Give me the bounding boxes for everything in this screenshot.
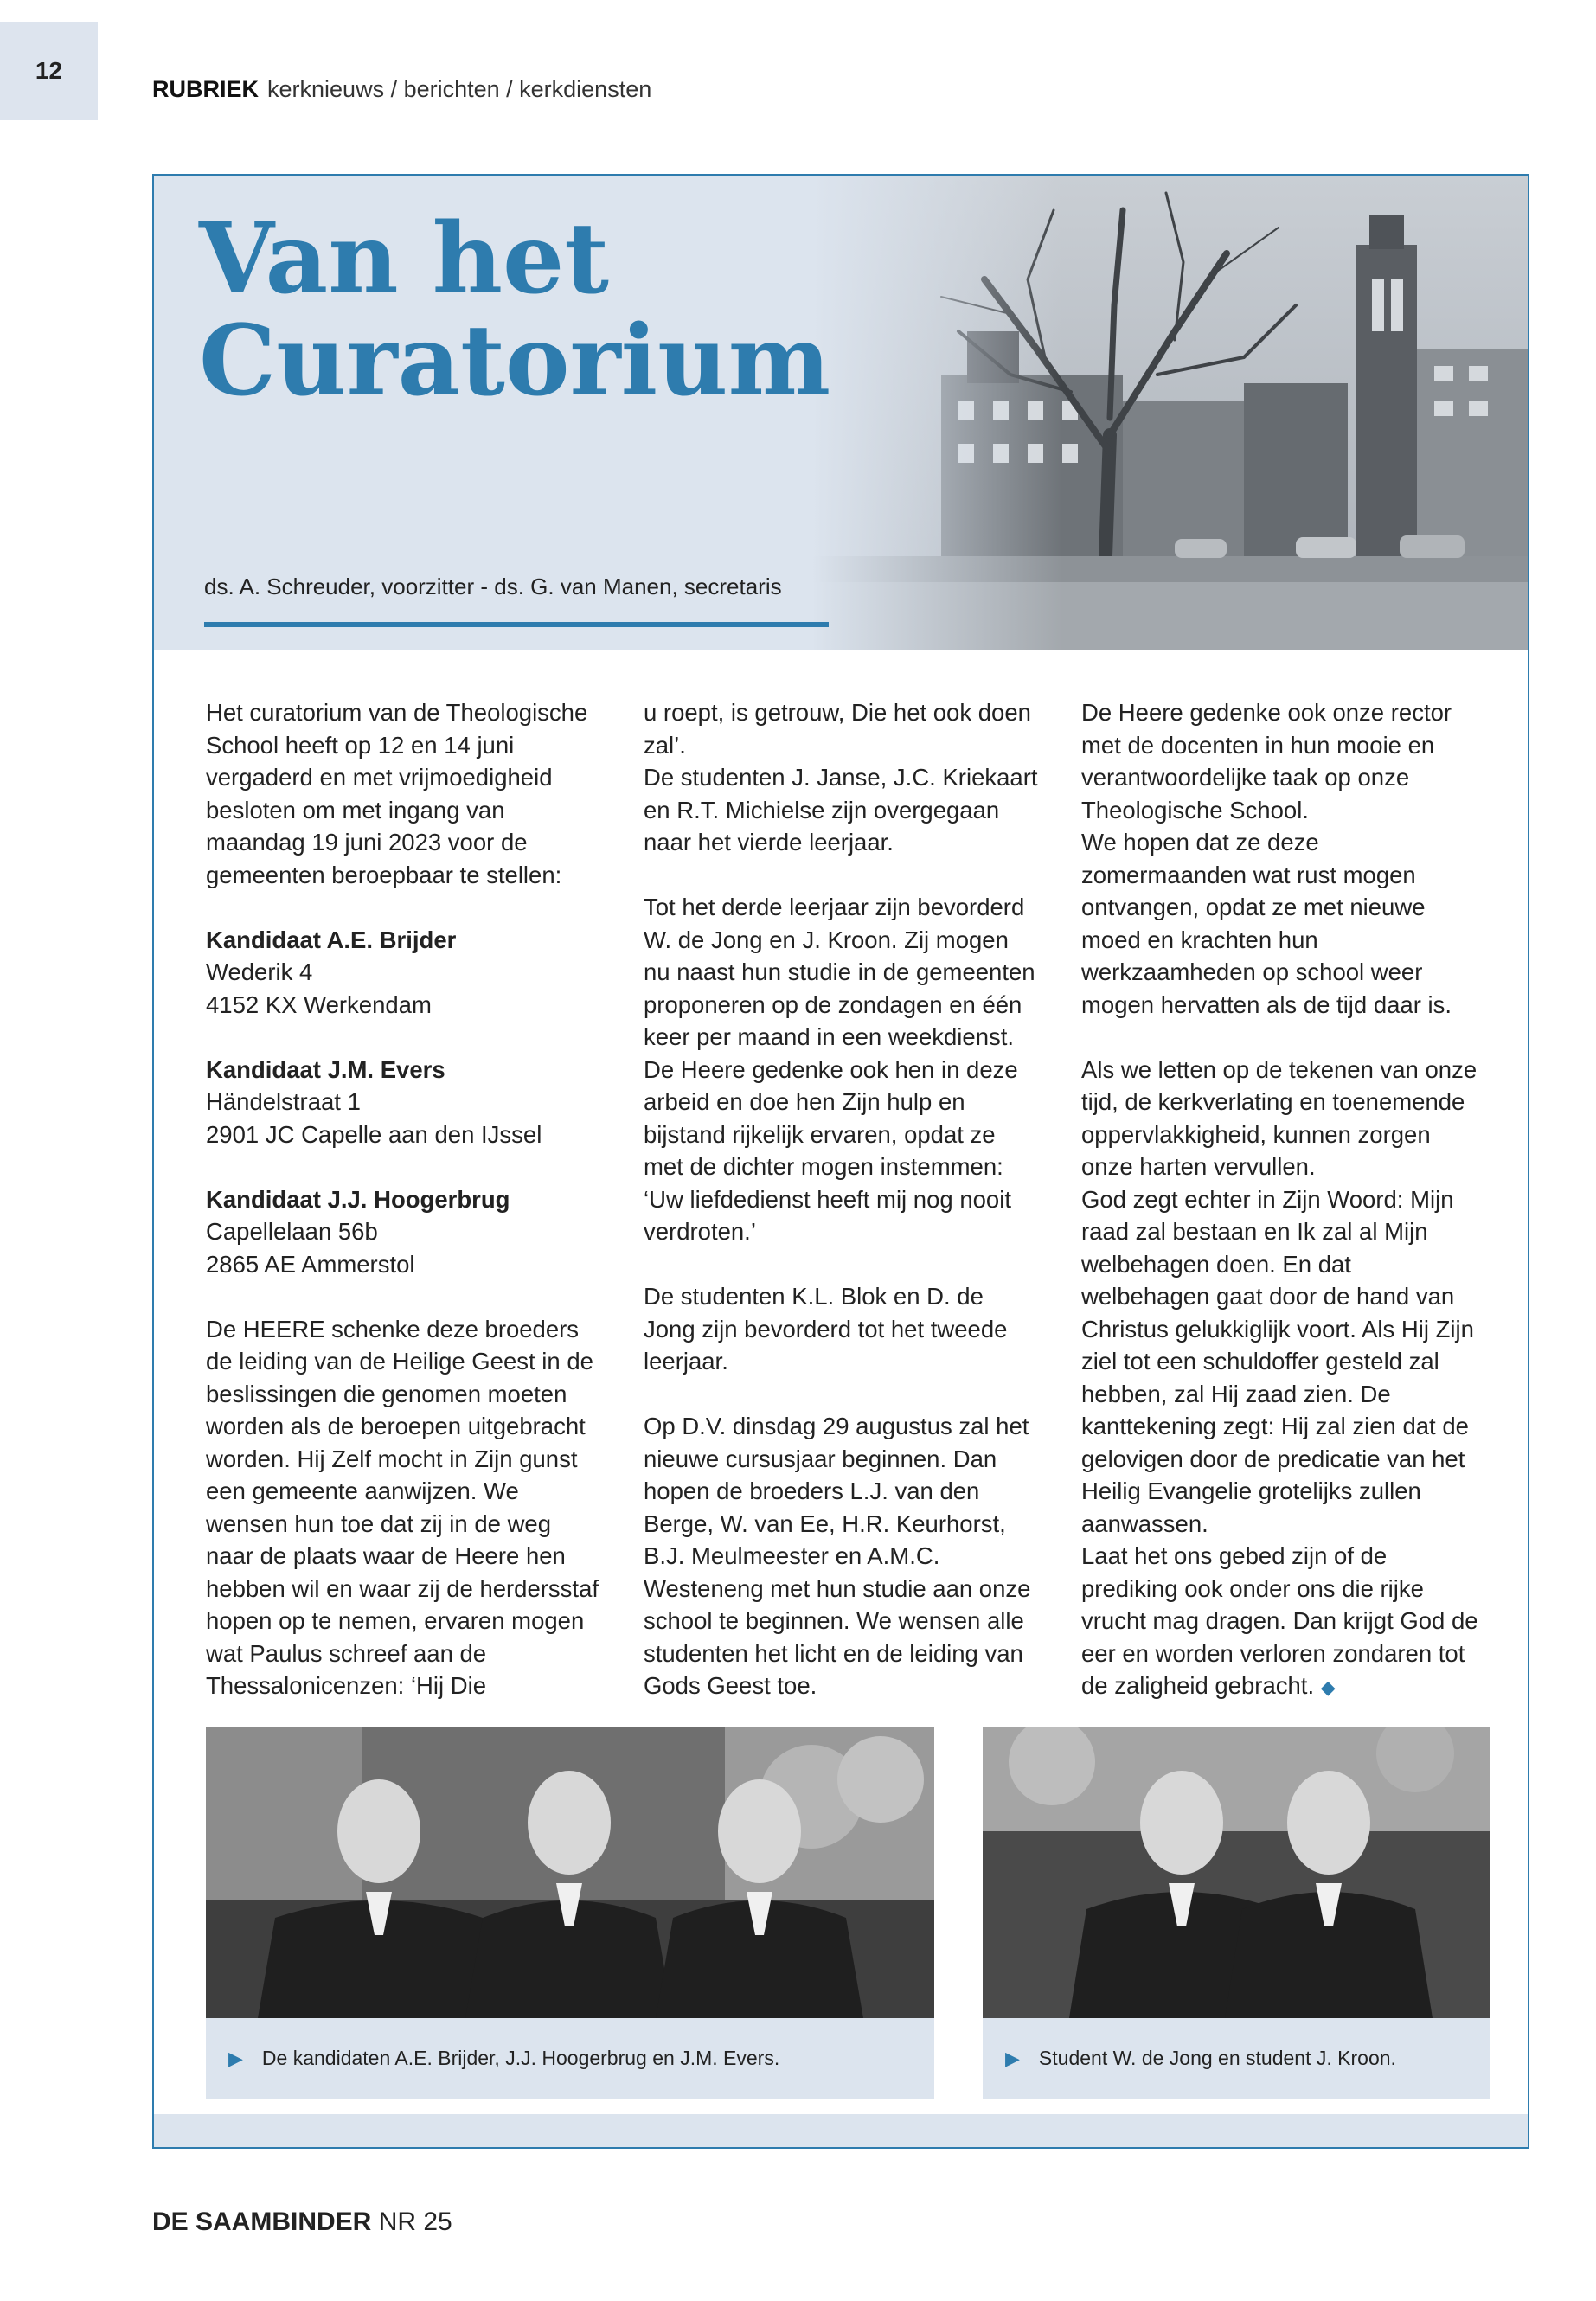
paragraph: God zegt echter in Zijn Woord: Mijn raad zal bestaan en Ik zal al Mijn welbehagen doen. En dat welbehagen gaat door de hand van Christus gelukkiglijk voort. Als Hij Zijn ziel tot een schuldoffer gesteld zal hebben, zal Hij zaad zien. De kanttekening zegt: Hij zal zien dat de gelovigen door de predicatie van het Heilig Evangelie grotelijks zullen aanwassen.: [1081, 1185, 1474, 1537]
photo-students: [983, 1727, 1490, 2099]
article-frame: [152, 174, 1529, 2149]
candidate-name: Kandidaat A.E. Brijder: [206, 926, 457, 953]
paragraph: Tot het derde leerjaar zijn bevorderd W. de Jong en J. Kroon. Zij mogen nu naast hun studie in de gemeenten proponeren op de zondagen en één keer per maand in een weekdienst. De Heere gedenke ook hen in deze arbeid en doe hen Zijn hulp en bijstand rijkelijk ervaren, opdat ze met de dichter mogen instemmen: ‘Uw liefdedienst heeft mij nog nooit verdroten.’: [644, 894, 1035, 1245]
magazine-name: DE SAAMBINDER: [152, 2208, 372, 2236]
paragraph: Als we letten op de tekenen van onze tijd, de kerkverlating en toenemende oppervlakkigheid, kunnen zorgen onze harten vervullen.: [1081, 1055, 1477, 1180]
byline: ds. A. Schreuder, voorzitter - ds. G. van Manen, secretaris: [204, 574, 782, 599]
title-line-1: Van het: [199, 202, 610, 316]
candidates-photo: [206, 1727, 934, 2018]
candidate-address: [206, 924, 604, 1022]
text-column-2: [644, 696, 1042, 1702]
article-title: [199, 202, 831, 418]
paragraph: De Heere gedenke ook onze rector met de docenten in hun mooie en verantwoordelijke taak op onze Theologische School.: [1081, 699, 1452, 824]
text-column-3: [1081, 696, 1479, 1704]
candidate-name: Kandidaat J.M. Evers: [206, 1055, 445, 1083]
candidate-address: [206, 1183, 604, 1281]
page-number: 12: [0, 22, 98, 120]
article-header: [154, 176, 1528, 650]
byline-divider: [204, 622, 829, 627]
paragraph: [1081, 1540, 1479, 1704]
photo-candidates: [206, 1727, 934, 2099]
candidate-city: 2865 AE Ammerstol: [206, 1250, 415, 1278]
rubriek-path: kerknieuws / berichten / kerkdiensten: [267, 76, 652, 102]
page-footer: [152, 2208, 452, 2237]
intro-paragraph: Het curatorium van de Theologische School heeft op 12 en 14 juni vergaderd en met vrijmoedigheid besloten om met ingang van maandag 19 juni 2023 voor de gemeenten beroepbaar te stellen:: [206, 699, 588, 888]
title-line-2: Curatorium: [199, 304, 831, 418]
candidate-address: [206, 1054, 604, 1151]
frame-bottom-band: [154, 2114, 1528, 2147]
text-column-1: [206, 696, 604, 1702]
candidate-city: 2901 JC Capelle aan den IJssel: [206, 1120, 542, 1148]
candidate-street: Capellelaan 56b: [206, 1218, 378, 1245]
end-mark-icon: ◆: [1320, 1676, 1336, 1698]
caption-text: Student W. de Jong en student J. Kroon.: [1038, 2047, 1396, 2069]
photo-caption: [206, 2018, 934, 2099]
photo-caption: [983, 2018, 1490, 2099]
caption-arrow-icon: ▶: [1005, 2047, 1020, 2069]
closing-text: Laat het ons gebed zijn of de prediking ook onder ons die rijke vrucht mag dragen. Dan krijgt God de eer en worden verloren zondaren tot de zaligheid gebracht.: [1081, 1542, 1478, 1699]
paragraph: De studenten K.L. Blok en D. de Jong zijn bevorderd tot het tweede leerjaar.: [644, 1283, 1008, 1375]
candidate-street: Wederik 4: [206, 958, 313, 985]
header-photo: [811, 176, 1528, 650]
paragraph: De studenten J. Janse, J.C. Kriekaart en R.T. Michielse zijn overgegaan naar het vierde leerjaar.: [644, 764, 1038, 856]
issue-number: NR 25: [378, 2208, 452, 2236]
paragraph: u roept, is getrouw, Die het ook doen zal’.: [644, 699, 1031, 759]
candidate-city: 4152 KX Werkendam: [206, 990, 432, 1018]
paragraph: Op D.V. dinsdag 29 augustus zal het nieuwe cursusjaar beginnen. Dan hopen de broeders L.J. van den Berge, W. van Ee, H.R. Keurhorst, B.J. Meulmeester en A.M.C. Westeneng met hun studie aan onze school te beginnen. We wensen alle studenten het licht en de leiding van Gods Geest toe.: [644, 1413, 1031, 1699]
section-header: [152, 76, 651, 103]
candidate-street: Händelstraat 1: [206, 1088, 361, 1115]
candidate-name: Kandidaat J.J. Hoogerbrug: [206, 1185, 510, 1213]
blessing-paragraph: De HEERE schenke deze broeders de leiding van de Heilige Geest in de beslissingen die genomen moeten worden als de beroepen uitgebracht worden. Hij Zelf mocht in Zijn gunst een gemeente aanwijzen. We wensen hun toe dat zij in de weg naar de plaats waar de Heere hen hebben wil en waar zij de herdersstaf hopen op te nemen, ervaren mogen wat Paulus schreef aan de Thessalonicenzen: ‘Hij Die: [206, 1315, 599, 1699]
caption-arrow-icon: ▶: [228, 2047, 243, 2069]
students-photo: [983, 1727, 1490, 2018]
rubriek-label: RUBRIEK: [152, 76, 260, 102]
paragraph: We hopen dat ze deze zomermaanden wat rust mogen ontvangen, opdat ze met nieuwe moed en krachten hun werkzaamheden op school weer mogen hervatten als de tijd daar is.: [1081, 829, 1452, 1018]
caption-text: De kandidaten A.E. Brijder, J.J. Hoogerbrug en J.M. Evers.: [261, 2047, 780, 2069]
